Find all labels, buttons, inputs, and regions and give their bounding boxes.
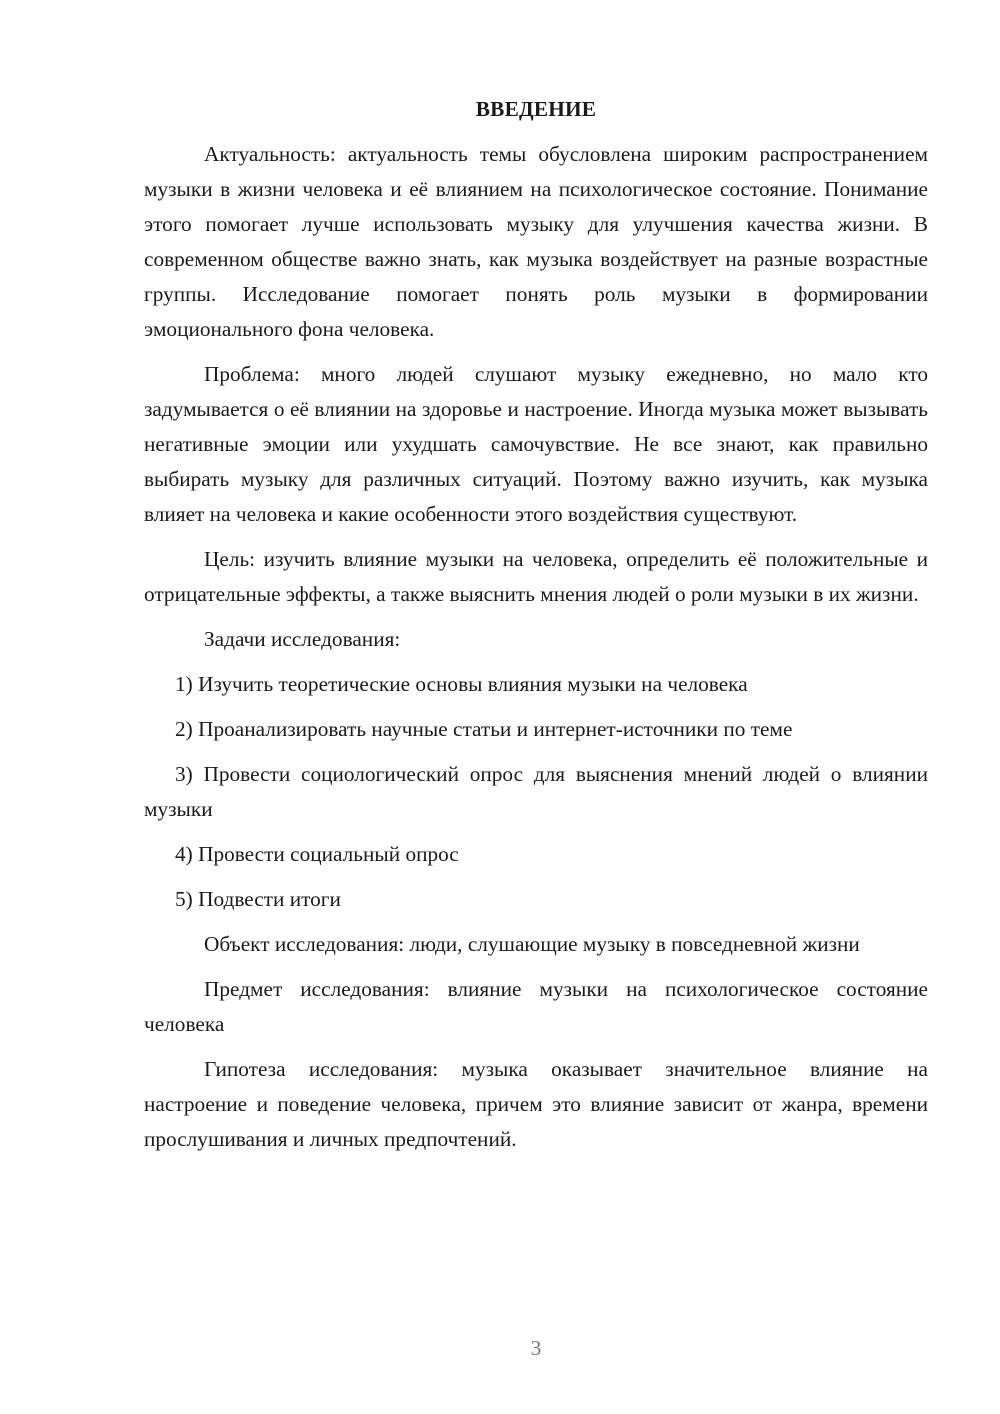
paragraph-object: Объект исследования: люди, слушающие музыку в повседневной жизни [204, 932, 860, 956]
tasks-heading: Задачи исследования: [204, 627, 401, 651]
task-item-4: 4) Провести социальный опрос [175, 842, 459, 866]
task-item-5: 5) Подвести итоги [175, 887, 341, 911]
section-title: ВВЕДЕНИЕ [475, 97, 597, 121]
paragraph-goal: Цель: изучить влияние музыки на человека, определить её положительные и отрицательные эффекты, а также выяснить мнения людей о роли музыки в их жизни. [144, 547, 928, 606]
task-item-3: 3) Провести социологический опрос для выяснения мнений людей о влиянии музыки [144, 762, 928, 821]
page-number: 3 [530, 1336, 542, 1360]
paragraph-relevance: Актуальность: актуальность темы обусловлена широким распространением музыки в жизни человека и её влиянием на психологическое состояние. Понимание этого помогает лучше использовать музыку для улучшения качества жизни. В современном обществе важно знать, как музыка воздействует на разные возрастные группы. Исследование помогает понять роль музыки в формировании эмоционального фона человека. [144, 142, 928, 341]
document-page [144, 92, 928, 1167]
task-item-2: 2) Проанализировать научные статьи и интернет-источники по теме [175, 717, 793, 741]
paragraph-subject: Предмет исследования: влияние музыки на психологическое состояние человека [144, 977, 928, 1036]
paragraph-problem: Проблема: много людей слушают музыку ежедневно, но мало кто задумывается о её влиянии на здоровье и настроение. Иногда музыка может вызывать негативные эмоции или ухудшать самочувствие. Не все знают, как правильно выбирать музыку для различных ситуаций. Поэтому важно изучить, как музыка влияет на человека и какие особенности этого воздействия существуют. [144, 362, 928, 526]
task-item-1: 1) Изучить теоретические основы влияния музыки на человека [175, 672, 748, 696]
paragraph-hypothesis: Гипотеза исследования: музыка оказывает значительное влияние на настроение и поведение человека, причем это влияние зависит от жанра, времени прослушивания и личных предпочтений. [144, 1057, 928, 1151]
